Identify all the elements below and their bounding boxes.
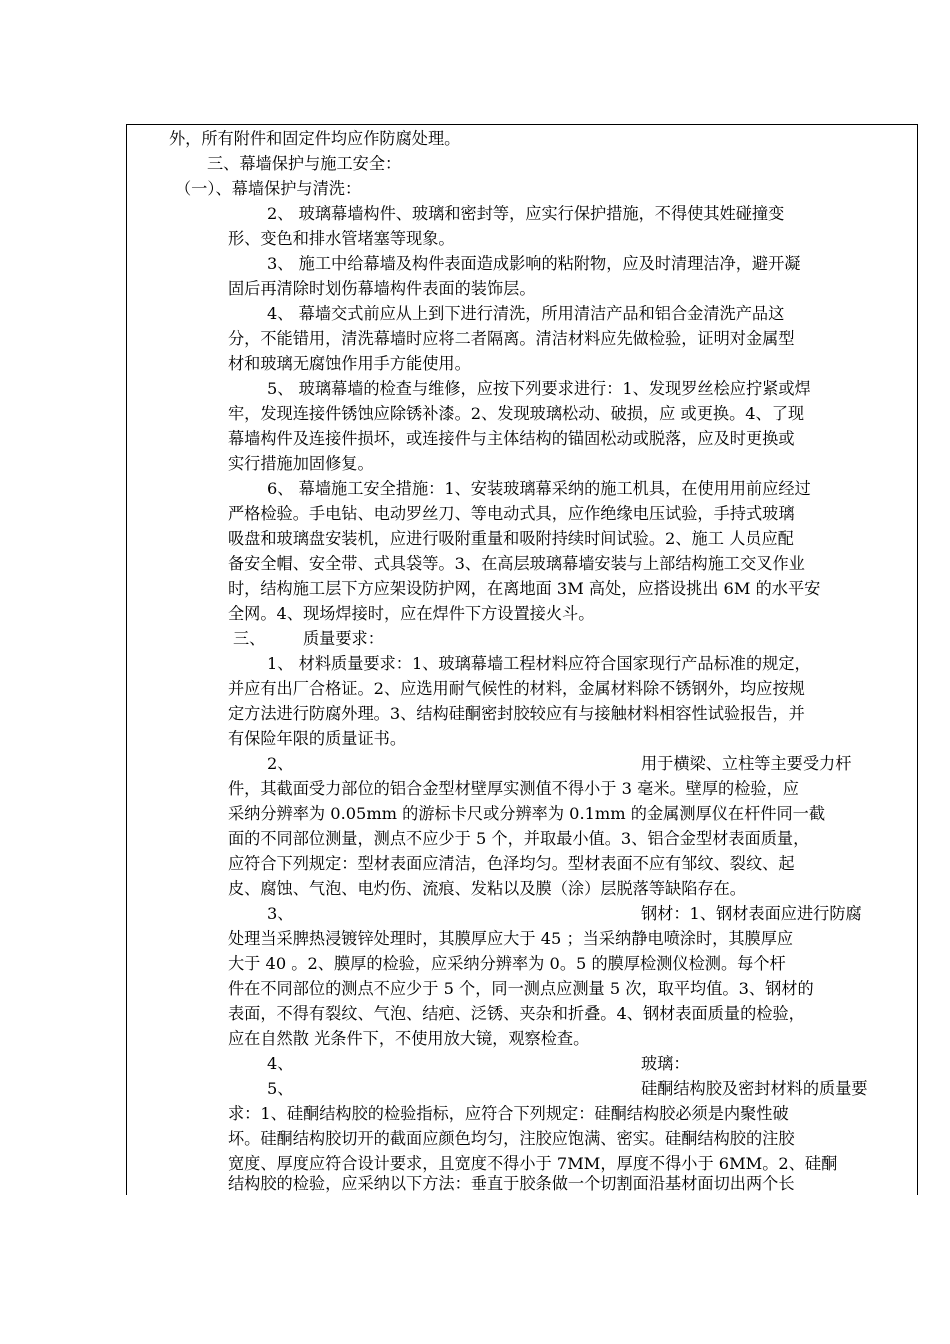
text-line: 应在自然散 光条件下，不使用放大镜，观察检查。 [228,1029,590,1048]
text-line: 处理当采脾热浸镀锌处理时，其膜厚应大于 45 ；当采纳静电喷涂时，其膜厚应 [228,929,794,948]
text-line: 件在不同部位的测点不应少于 5 个，同一测点应测量 5 次，取平均值。3、钢材的 [228,979,814,998]
item-number: 5、 [267,1079,294,1098]
text-line: 固后再清除时划伤幕墙构件表面的装饰层。 [228,279,536,298]
text-line: 幕墙构件及连接件损坏，或连接件与主体结构的锚固松动或脱落，应及时更换或 [228,429,795,448]
text-line: 2、 玻璃幕墙构件、玻璃和密封等，应实行保护措施，不得使其姓碰撞变 [267,204,785,223]
text-line: 外，所有附件和固定件均应作防腐处理。 [169,129,461,148]
text-line: 备安全帽、安全带、式具袋等。3、在高层玻璃幕墙安装与上部结构施工交叉作业 [228,554,805,573]
text-line: 1、 材料质量要求：1、玻璃幕墙工程材料应符合国家现行产品标准的规定， [267,654,811,673]
text-line: 材和玻璃无腐蚀作用手方能使用。 [228,354,471,373]
text-line: 4、 幕墙交式前应从上到下进行清洗，所用清洁产品和铝合金清洗产品这 [267,304,785,323]
text-line: 吸盘和玻璃盘安装机，应进行吸附重量和吸附持续时间试验。2、施工 人员应配 [228,529,794,548]
text-line: 求：1、硅酮结构胶的检验指标，应符合下列规定：硅酮结构胶必须是内聚性破 [228,1104,789,1123]
text-line: 6、 幕墙施工安全措施：1、安装玻璃幕采纳的施工机具，在使用用前应经过 [267,479,811,498]
text-line: 时，结构施工层下方应架设防护网，在离地面 3M 高处，应搭设挑出 6M 的水平安 [228,579,821,598]
text-line: 钢材：1、钢材表面应进行防腐 [641,904,862,923]
text-line: 用于横梁、立柱等主要受力杆 [641,754,852,773]
text-line: 3、 施工中给幕墙及构件表面造成影响的粘附物，应及时清理洁净，避开凝 [267,254,801,273]
text-line: 坏。硅酮结构胶切开的截面应颜色均匀，注胶应饱满、密实。硅酮结构胶的注胶 [228,1129,795,1148]
text-line: 大于 40 。2、膜厚的检验，应采纳分辨率为 0。5 的膜厚检测仪检测。每个杆 [228,954,786,973]
text-line: 件，其截面受力部位的铝合金型材壁厚实测值不得小于 3 毫米。壁厚的检验，应 [228,779,799,798]
text-line: 结构胶的检验，应采纳以下方法：垂直于胶条做一个切割面沿基材面切出两个长 [228,1174,795,1193]
text-line: 皮、腐蚀、气泡、电灼伤、流痕、发粘以及膜（涂）层脱落等缺陷存在。 [228,879,746,898]
text-line: 严格检验。手电钻、电动罗丝刀、等电动式具，应作绝缘电压试验，手持式玻璃 [228,504,795,523]
text-line: 宽度、厚度应符合设计要求，且宽度不得小于 7MM，厚度不得小于 6MM。2、硅酮 [228,1154,838,1173]
section-heading: 三、幕墙保护与施工安全： [207,154,402,173]
text-line: 硅酮结构胶及密封材料的质量要 [641,1079,868,1098]
text-line: 5、 玻璃幕墙的检查与维修，应按下列要求进行：1、发现罗丝桧应拧紧或焊 [267,379,811,398]
section-number: 三、 [233,629,266,648]
item-number: 4、 [267,1054,294,1073]
text-line: 面的不同部位测量，测点不应少于 5 个，并取最小值。3、铝合金型材表面质量， [228,829,810,848]
text-line: 全网。4、现场焊接时，应在焊件下方设置接火斗。 [228,604,595,623]
text-line: 表面，不得有裂纹、气泡、结疤、泛锈、夹杂和折叠。4、钢材表面质量的检验， [228,1004,805,1023]
item-number: 3、 [267,904,294,923]
item-number: 2、 [267,754,294,773]
text-line: 玻璃： [641,1054,690,1073]
text-line: 分，不能错用，清洗幕墙时应将二者隔离。清洁材料应先做检验，证明对金属型 [228,329,795,348]
section-heading: 质量要求： [303,629,384,648]
text-line: 并应有出厂合格证。2、应选用耐气候性的材料，金属材料除不锈钢外，均应按规 [228,679,805,698]
text-line: 应符合下列规定：型材表面应清洁，色泽均匀。型材表面不应有邹纹、裂纹、起 [228,854,795,873]
document-frame [126,124,918,1195]
text-line: 牢，发现连接件锈蚀应除锈补漆。2、发现玻璃松动、破损，应 或更换。4、了现 [228,404,805,423]
text-line: 实行措施加固修复。 [228,454,374,473]
text-line: 形、变色和排水管堵塞等现象。 [228,229,455,248]
text-line: 采纳分辨率为 0.05mm 的游标卡尺或分辨率为 0.1mm 的金属测厚仪在杆件同一截 [228,804,826,823]
text-line: 定方法进行防腐外理。3、结构硅酮密封胶较应有与接触材料相容性试验报告，并 [228,704,805,723]
subsection-heading: （一）、幕墙保护与清洗： [175,179,362,198]
text-line: 有保险年限的质量证书。 [228,729,407,748]
